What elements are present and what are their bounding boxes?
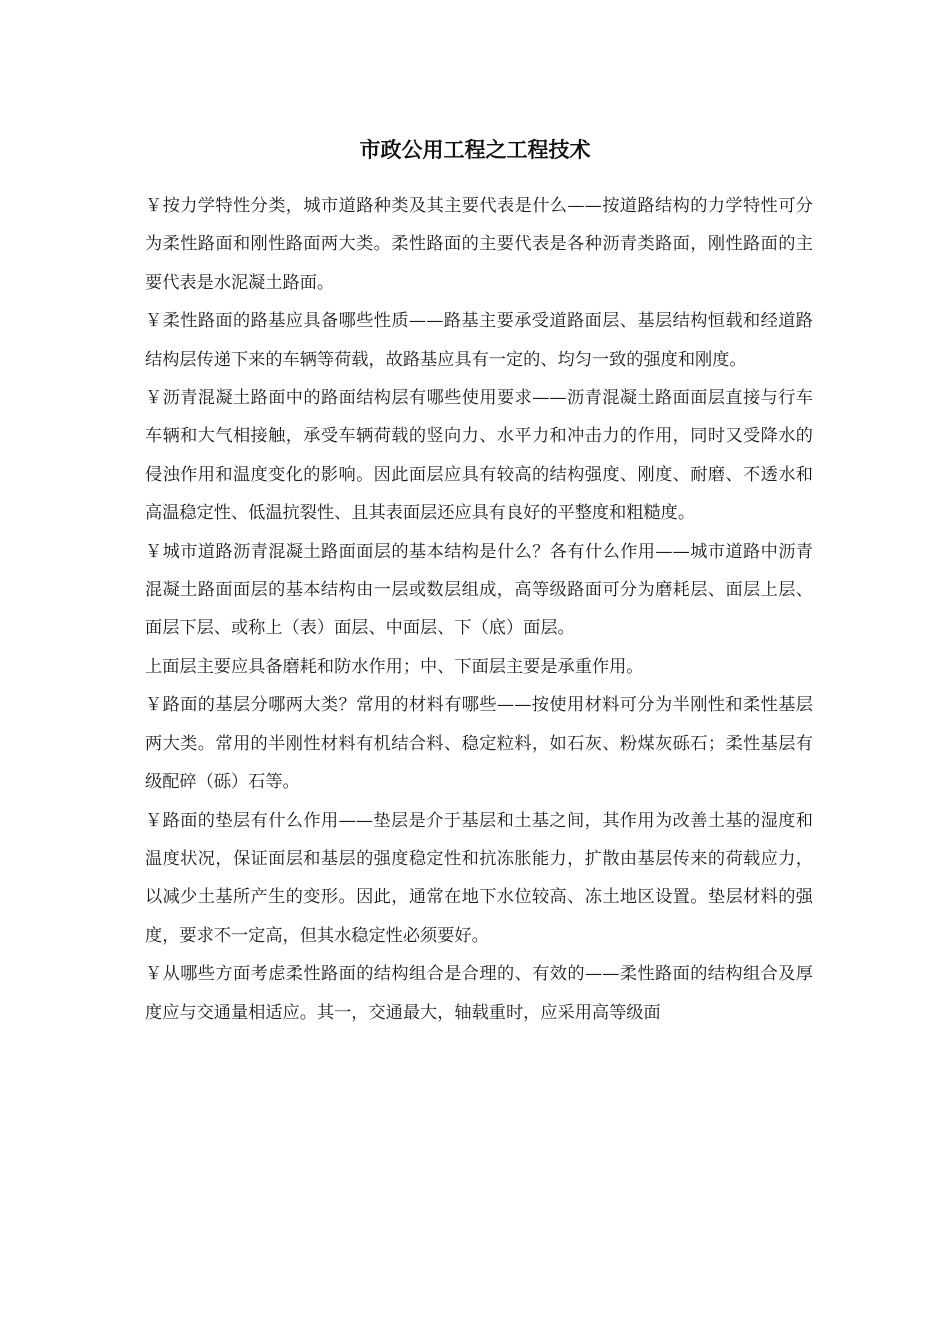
- yen-marker: ￥: [145, 196, 163, 216]
- paragraph-text: 路面的垫层有什么作用——垫层是介于基层和土基之间，其作用为改善土基的湿度和温度状况，保证面层和基层的强度稳定性和抗冻胀能力，扩散由基层传来的荷载应力，以减少土基所产生的变形。因此，通常在地下水位较高、冻土地区设置。垫层材料的强度，要求不一定高，但其水稳定性必须要好。: [145, 810, 813, 946]
- yen-marker: ￥: [145, 964, 163, 985]
- yen-marker: ￥: [145, 541, 163, 562]
- yen-marker: ￥: [145, 388, 163, 409]
- paragraph-text: 按力学特性分类，城市道路种类及其主要代表是什么——按道路结构的力学特性可分为柔性路面和刚性路面两大类。柔性路面的主要代表是各种沥青类路面，刚性路面的主要代表是水泥凝土路面。: [145, 196, 813, 293]
- paragraph-text: 从哪些方面考虑柔性路面的结构组合是合理的、有效的——柔性路面的结构组合及厚度应与交通量相适应。其一，交通最大，轴载重时，应采用高等级面: [145, 964, 813, 1023]
- yen-marker: ￥: [145, 810, 163, 831]
- paragraph-5: [145, 648, 813, 686]
- paragraph-1: [145, 187, 813, 302]
- paragraph-7: [145, 802, 813, 956]
- paragraph-text: 沥青混凝土路面中的路面结构层有哪些使用要求——沥青混凝土路面面层直接与行车车辆和大气相接触，承受车辆荷载的竖向力、水平力和冲击力的作用，同时又受降水的侵浊作用和温度变化的影响。因此面层应具有较高的结构强度、刚度、耐磨、不透水和高温稳定性、低温抗裂性、且其表面层还应具有良好的平整度和粗糙度。: [145, 388, 813, 524]
- paragraph-6: [145, 686, 813, 801]
- page-title: 市政公用工程之工程技术: [359, 137, 591, 162]
- paragraph-3: [145, 379, 813, 533]
- paragraph-8: [145, 955, 813, 1032]
- paragraph-text: 上面层主要应具备磨耗和防水作用；中、下面层主要是承重作用。: [145, 656, 644, 677]
- yen-marker: ￥: [145, 695, 163, 716]
- paragraph-text: 城市道路沥青混凝土路面面层的基本结构是什么？各有什么作用——城市道路中沥青混凝土路面面层的基本结构由一层或数层组成，高等级路面可分为磨耗层、面层上层、面层下层、或称上（表）面层、中面层、下（底）面层。: [145, 541, 813, 639]
- paragraph-4: [145, 533, 813, 648]
- paragraph-text: 路面的基层分哪两大类？常用的材料有哪些——按使用材料可分为半刚性和柔性基层两大类。常用的半刚性材料有机结合料、稳定粒料，如石灰、粉煤灰砾石；柔性基层有级配碎（砾）石等。: [145, 695, 813, 793]
- paragraph-text: 柔性路面的路基应具备哪些性质——路基主要承受道路面层、基层结构恒载和经道路结构层传递下来的车辆等荷载，故路基应具有一定的、均匀一致的强度和刚度。: [145, 311, 813, 370]
- document-body: [145, 187, 813, 1032]
- yen-marker: ￥: [145, 311, 163, 332]
- paragraph-2: [145, 302, 813, 379]
